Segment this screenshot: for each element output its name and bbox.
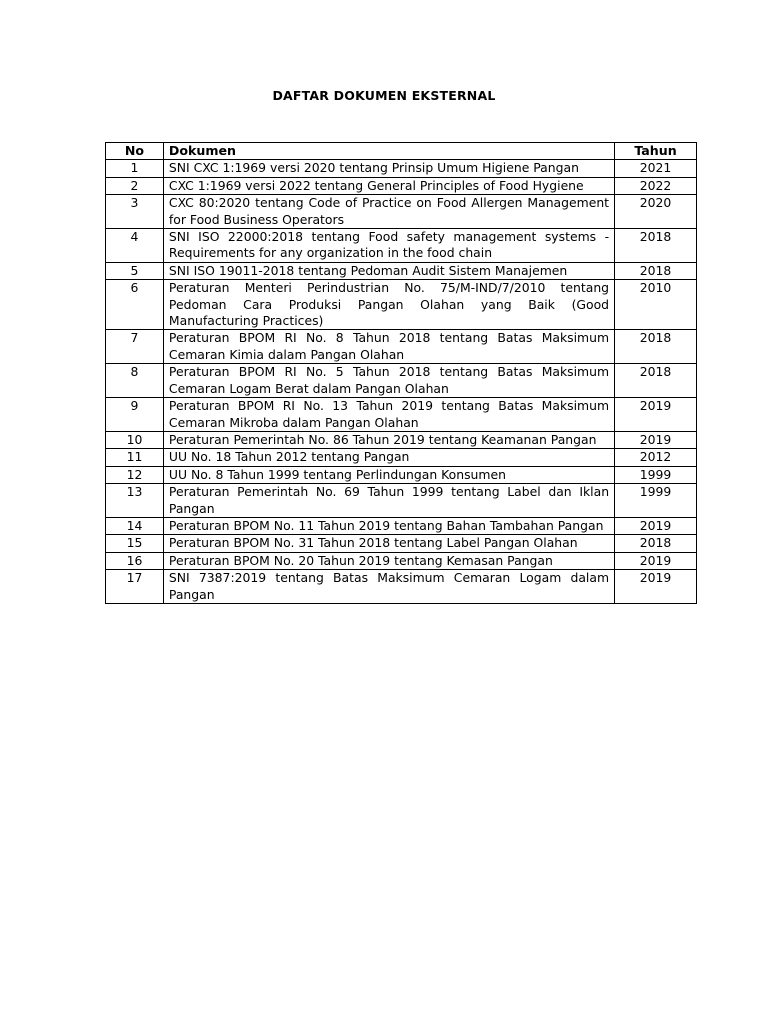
table-row bbox=[106, 280, 697, 330]
row-document: SNI ISO 19011-2018 tentang Pedoman Audit Sistem Manajemen bbox=[163, 262, 614, 279]
row-year: 2021 bbox=[615, 160, 697, 177]
row-document: Peraturan BPOM No. 31 Tahun 2018 tentang Label Pangan Olahan bbox=[163, 535, 614, 552]
row-number: 11 bbox=[106, 449, 164, 466]
table-row bbox=[106, 517, 697, 534]
row-number: 6 bbox=[106, 280, 164, 330]
row-year: 2012 bbox=[615, 449, 697, 466]
row-number: 10 bbox=[106, 431, 164, 448]
row-number: 13 bbox=[106, 484, 164, 518]
row-year: 2020 bbox=[615, 195, 697, 229]
row-number: 3 bbox=[106, 195, 164, 229]
row-number: 17 bbox=[106, 570, 164, 604]
row-document: SNI 7387:2019 tentang Batas Maksimum Cemaran Logam dalam Pangan bbox=[163, 570, 614, 604]
header-year: Tahun bbox=[615, 143, 697, 160]
table-body bbox=[106, 160, 697, 604]
row-document: SNI CXC 1:1969 versi 2020 tentang Prinsip Umum Higiene Pangan bbox=[163, 160, 614, 177]
table-row bbox=[106, 570, 697, 604]
row-year: 1999 bbox=[615, 466, 697, 483]
row-year: 2018 bbox=[615, 229, 697, 263]
row-year: 2019 bbox=[615, 570, 697, 604]
row-year: 2018 bbox=[615, 535, 697, 552]
row-number: 1 bbox=[106, 160, 164, 177]
header-document: Dokumen bbox=[163, 143, 614, 160]
row-document: CXC 1:1969 versi 2022 tentang General Principles of Food Hygiene bbox=[163, 177, 614, 194]
row-year: 2022 bbox=[615, 177, 697, 194]
row-document: Peraturan Pemerintah No. 69 Tahun 1999 tentang Label dan Iklan Pangan bbox=[163, 484, 614, 518]
row-year: 2019 bbox=[615, 431, 697, 448]
row-year: 2010 bbox=[615, 280, 697, 330]
table-row bbox=[106, 484, 697, 518]
row-number: 14 bbox=[106, 517, 164, 534]
row-number: 8 bbox=[106, 364, 164, 398]
row-document: UU No. 8 Tahun 1999 tentang Perlindungan Konsumen bbox=[163, 466, 614, 483]
row-number: 4 bbox=[106, 229, 164, 263]
table-row bbox=[106, 552, 697, 569]
row-document: Peraturan BPOM No. 20 Tahun 2019 tentang Kemasan Pangan bbox=[163, 552, 614, 569]
table-row bbox=[106, 229, 697, 263]
table-row bbox=[106, 466, 697, 483]
row-year: 2018 bbox=[615, 364, 697, 398]
row-number: 7 bbox=[106, 330, 164, 364]
row-year: 2018 bbox=[615, 330, 697, 364]
row-document: CXC 80:2020 tentang Code of Practice on Food Allergen Management for Food Business Operators bbox=[163, 195, 614, 229]
row-number: 9 bbox=[106, 398, 164, 432]
row-document: Peraturan BPOM RI No. 8 Tahun 2018 tentang Batas Maksimum Cemaran Kimia dalam Pangan Olahan bbox=[163, 330, 614, 364]
table-row bbox=[106, 262, 697, 279]
row-year: 2019 bbox=[615, 398, 697, 432]
row-document: Peraturan BPOM RI No. 13 Tahun 2019 tentang Batas Maksimum Cemaran Mikroba dalam Pangan Olahan bbox=[163, 398, 614, 432]
row-number: 5 bbox=[106, 262, 164, 279]
row-number: 16 bbox=[106, 552, 164, 569]
table-row bbox=[106, 449, 697, 466]
row-document: SNI ISO 22000:2018 tentang Food safety management systems - Requirements for any organization in the food chain bbox=[163, 229, 614, 263]
row-document: Peraturan Menteri Perindustrian No. 75/M-IND/7/2010 tentang Pedoman Cara Produksi Pangan Olahan yang Baik (Good Manufacturing Practices) bbox=[163, 280, 614, 330]
table-row bbox=[106, 431, 697, 448]
document-table bbox=[105, 142, 697, 604]
page-title: DAFTAR DOKUMEN EKSTERNAL bbox=[272, 88, 496, 103]
table-header-row bbox=[106, 143, 697, 160]
row-number: 2 bbox=[106, 177, 164, 194]
row-number: 15 bbox=[106, 535, 164, 552]
table-header bbox=[106, 143, 697, 160]
row-document: Peraturan BPOM No. 11 Tahun 2019 tentang Bahan Tambahan Pangan bbox=[163, 517, 614, 534]
header-no: No bbox=[106, 143, 164, 160]
table-row bbox=[106, 535, 697, 552]
table-row bbox=[106, 330, 697, 364]
row-year: 2018 bbox=[615, 262, 697, 279]
table-row bbox=[106, 195, 697, 229]
row-document: Peraturan BPOM RI No. 5 Tahun 2018 tentang Batas Maksimum Cemaran Logam Berat dalam Pangan Olahan bbox=[163, 364, 614, 398]
table-row bbox=[106, 364, 697, 398]
table-row bbox=[106, 177, 697, 194]
table-row bbox=[106, 160, 697, 177]
row-document: Peraturan Pemerintah No. 86 Tahun 2019 tentang Keamanan Pangan bbox=[163, 431, 614, 448]
row-document: UU No. 18 Tahun 2012 tentang Pangan bbox=[163, 449, 614, 466]
row-year: 2019 bbox=[615, 552, 697, 569]
row-year: 2019 bbox=[615, 517, 697, 534]
table-row bbox=[106, 398, 697, 432]
row-year: 1999 bbox=[615, 484, 697, 518]
row-number: 12 bbox=[106, 466, 164, 483]
